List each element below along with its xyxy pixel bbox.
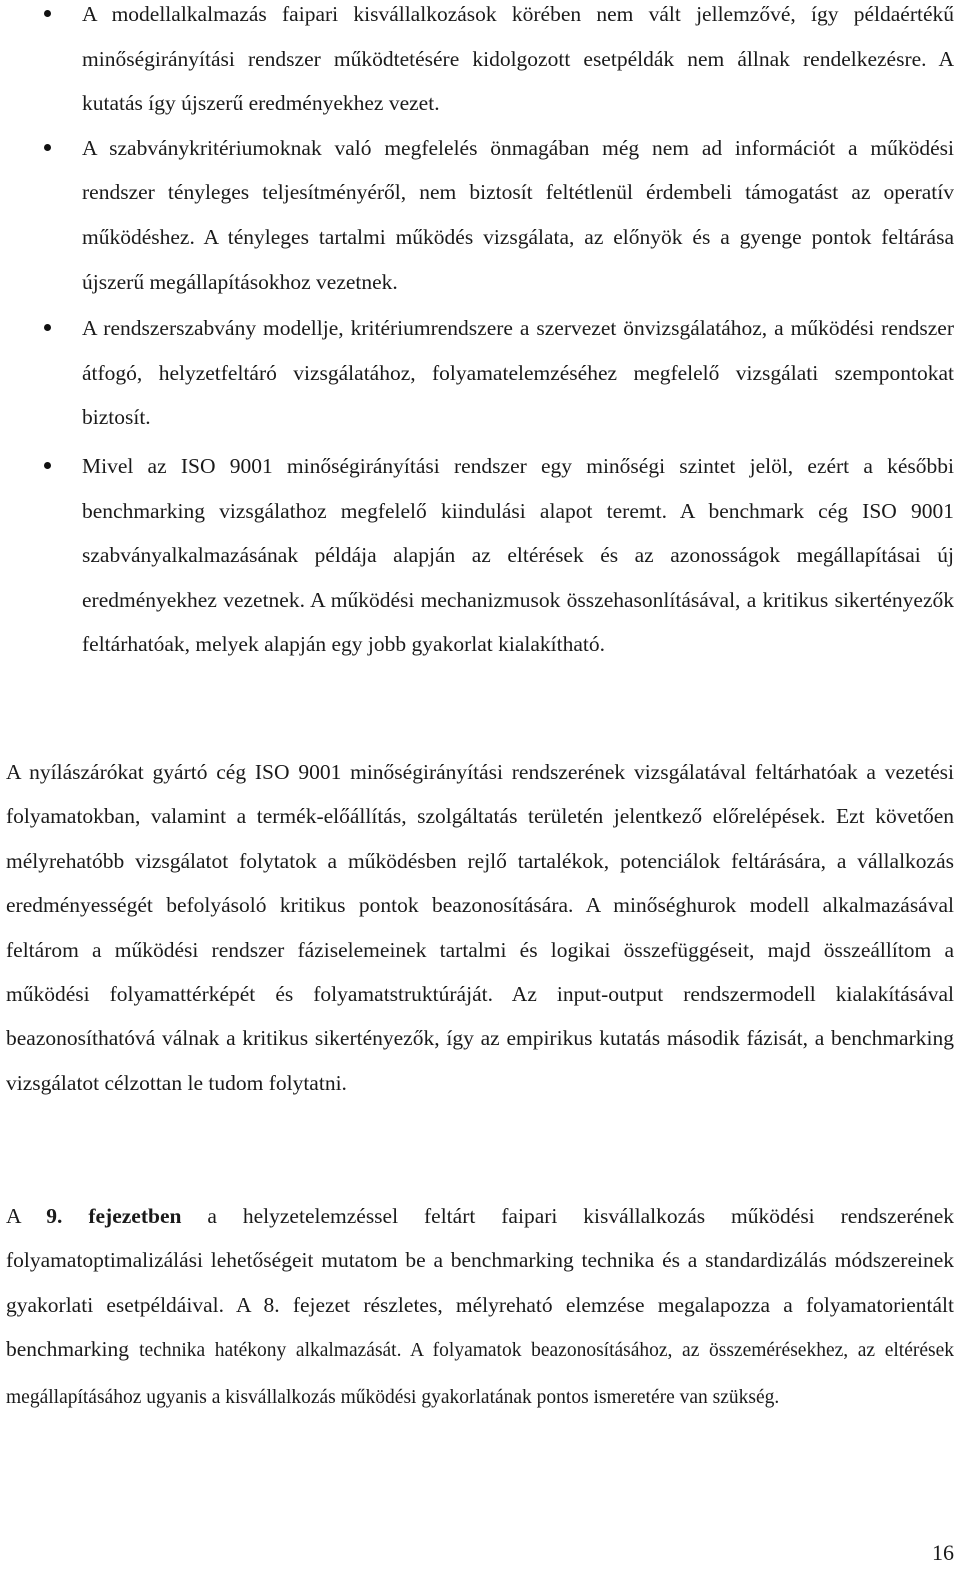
body-paragraph: A nyílászárókat gyártó cég ISO 9001 minőségirányítási rendszerének vizsgálatával feltárhatóak a vezetési folyamatokban, valamint a termék-előállítás, szolgáltatás területén jelentkező előrelépések. Ezt követően mélyrehatóbb vizsgálatot folytatok a működésben rejlő tartalékok, potenciálok feltárására, a vállalkozás eredményességét befolyásoló kritikus pontok beazonosítására. A minőséghurok modell alkalmazásával feltárom a működési rendszer fáziselemeinek tartalmi és logikai összefüggéseit, majd összeállítom a működési folyamattérképét és folyamatstruktúráját. Az input-output rendszermodell kialakításával beazonosíthatóvá válnak a kritikus sikertényezők, így az empirikus kutatás második fázisát, a benchmarking vizsgálatot célzottan le tudom folytatni. — [6, 760, 954, 1095]
chapter-reference: 9. fejezetben — [46, 1204, 182, 1228]
paragraph-prefix: A — [6, 1204, 47, 1228]
bullet-dot-icon — [44, 144, 51, 151]
page-number: 16 — [932, 1540, 954, 1565]
bullet-dot-icon — [44, 324, 51, 331]
paragraph-text: a helyzetelemzéssel feltárt faipari kisvállalkozás működési rendszerének folyamatoptimalizálási lehetőségeit mutatom be a benchmarking technika és a standardizálás módszereinek gyakorlati esetpéldáival. A 8. fejezet részletes, mélyreható elemzése megalapozza a folyamatorientált benchmarking — [6, 1204, 954, 1362]
bullet-item — [0, 0, 960, 126]
bullet-item — [0, 306, 960, 440]
bullet-list — [0, 0, 960, 667]
bullet-item — [0, 444, 960, 667]
bullet-item — [0, 126, 960, 304]
paragraph-text-tail: technika hatékony alkalmazását. A folyamatok beazonosításához, az összemérésekhez, az eltérések megállapításához ugyanis a kisvállalkozás működési gyakorlatának pontos ismeretére van szükség. — [6, 1340, 954, 1408]
body-paragraph-chapter-summary — [6, 1194, 954, 1420]
bullet-text: A szabványkritériumoknak való megfelelés önmagában még nem ad információt a működési rendszer tényleges teljesítményéről, nem biztosít feltétlenül érdembeli támogatást az operatív működéshez. A tényleges tartalmi működés vizsgálata, az előnyök és a gyenge pontok feltárása újszerű megállapításokhoz vezetnek. — [82, 135, 954, 294]
bullet-text: A rendszerszabvány modellje, kritériumrendszere a szervezet önvizsgálatához, a működési rendszer átfogó, helyzetfeltáró vizsgálatához, folyamatelemzéséhez megfelelő vizsgálati szempontokat biztosít. — [82, 316, 954, 430]
bullet-text: A modellalkalmazás faipari kisvállalkozások körében nem vált jellemzővé, így példaértékű minőségirányítási rendszer működtetésére kidolgozott esetpéldák nem állnak rendelkezésre. A kutatás így újszerű eredményekhez vezet. — [82, 2, 954, 116]
bullet-text: Mivel az ISO 9001 minőségirányítási rendszer egy minőségi szintet jelöl, ezért a későbbi benchmarking vizsgálathoz megfelelő kiindulási alapot teremt. A benchmark cég ISO 9001 szabványalkalmazásának példája alapján az eltérések és az azonosságok megállapításai új eredményekhez vezetnek. A működési mechanizmusok összehasonlításával, a kritikus sikertényezők feltárhatóak, melyek alapján egy jobb gyakorlat kialakítható. — [82, 453, 954, 657]
bullet-dot-icon — [44, 10, 51, 17]
bullet-dot-icon — [44, 462, 51, 469]
